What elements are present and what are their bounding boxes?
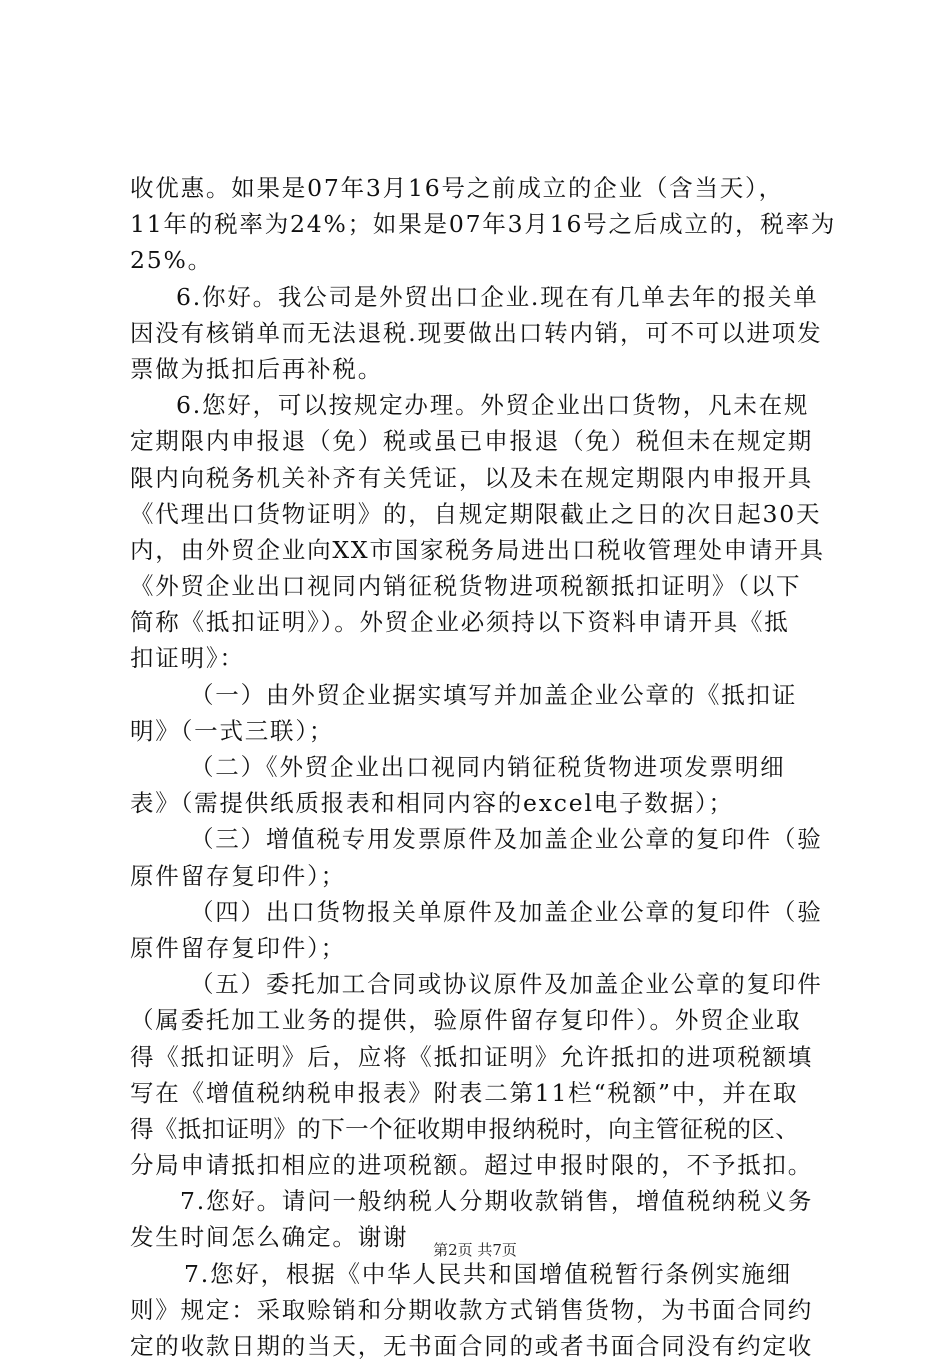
list-item-1: （一）由外贸企业据实填写并加盖企业公章的《抵扣证 [190, 680, 798, 709]
text-line: 定期限内申报退（免）税或虽已申报退（免）税但未在规定期 [130, 427, 814, 456]
text-line: 简称《抵扣证明》）。外贸企业必须持以下资料申请开具《抵 [130, 608, 790, 637]
text-line: 6.你好。我公司是外贸出口企业.现在有几单去年的报关单 [176, 282, 819, 311]
text-line: 《代理出口货物证明》的，自规定期限截止之日的次日起30天 [130, 499, 822, 528]
text-line: 原件留存复印件）； [130, 933, 346, 962]
text-line: 11年的税率为24%；如果是07年3月16号之后成立的，税率为 [130, 210, 837, 239]
list-item-5: （五）委托加工合同或协议原件及加盖企业公章的复印件 [190, 970, 823, 999]
text-line: （属委托加工业务的提供，验原件留存复印件）。外贸企业取 [130, 1006, 802, 1035]
text-line: 发生时间怎么确定。谢谢 [130, 1223, 409, 1252]
text-line: 原件留存复印件）； [130, 861, 346, 890]
text-line: 则》规定：采取赊销和分期收款方式销售货物，为书面合同约 [130, 1295, 814, 1324]
list-item-3: （三）增值税专用发票原件及加盖企业公章的复印件（验 [190, 825, 823, 854]
text-line: 表》（需提供纸质报表和相同内容的excel电子数据）； [130, 789, 734, 818]
text-line: 7.您好，根据《中华人民共和国增值税暂行条例实施细 [184, 1259, 792, 1288]
list-item-4: （四）出口货物报关单原件及加盖企业公章的复印件（验 [190, 897, 823, 926]
text-line: 得《抵扣证明》后，应将《抵扣证明》允许抵扣的进项税额填 [130, 1042, 814, 1071]
page-number-footer: 第2页 共7页 [433, 1241, 517, 1259]
text-line: 明》（一式三联）； [130, 716, 335, 745]
text-line: 票做为抵扣后再补税。 [130, 354, 383, 383]
text-line: 定的收款日期的当天，无书面合同的或者书面合同没有约定收 [130, 1332, 814, 1360]
text-line: 分局申请抵扣相应的进项税额。超过申报时限的，不予抵扣。 [130, 1151, 814, 1180]
list-item-2: （二）《外贸企业出口视同内销征税货物进项发票明细 [190, 753, 786, 781]
document-body [130, 170, 840, 1364]
text-line: 7.您好。请问一般纳税人分期收款销售，增值税纳税义务 [180, 1187, 814, 1216]
text-line: 《外贸企业出口视同内销征税货物进项税额抵扣证明》（以下 [130, 572, 802, 601]
text-line: 扣证明》： [130, 644, 245, 673]
text-line: 25%。 [130, 246, 213, 275]
text-line: 限内向税务机关补齐有关凭证，以及未在规定期限内申报开具 [130, 463, 814, 492]
text-line: 写在《增值税纳税申报表》附表二第11栏“税额”中，并在取 [130, 1078, 799, 1107]
text-line: 得《抵扣证明》的下一个征收期申报纳税时，向主管征税的区、 [130, 1114, 800, 1143]
text-line: 内，由外贸企业向XX市国家税务局进出口税收管理处申请开具 [130, 535, 825, 564]
text-line: 因没有核销单而无法退税.现要做出口转内销，可不可以进项发 [130, 318, 823, 347]
text-line: 6.您好，可以按规定办理。外贸企业出口货物，凡未在规 [176, 391, 810, 420]
text-line: 收优惠。如果是07年3月16号之前成立的企业（含当天）， [130, 174, 784, 202]
